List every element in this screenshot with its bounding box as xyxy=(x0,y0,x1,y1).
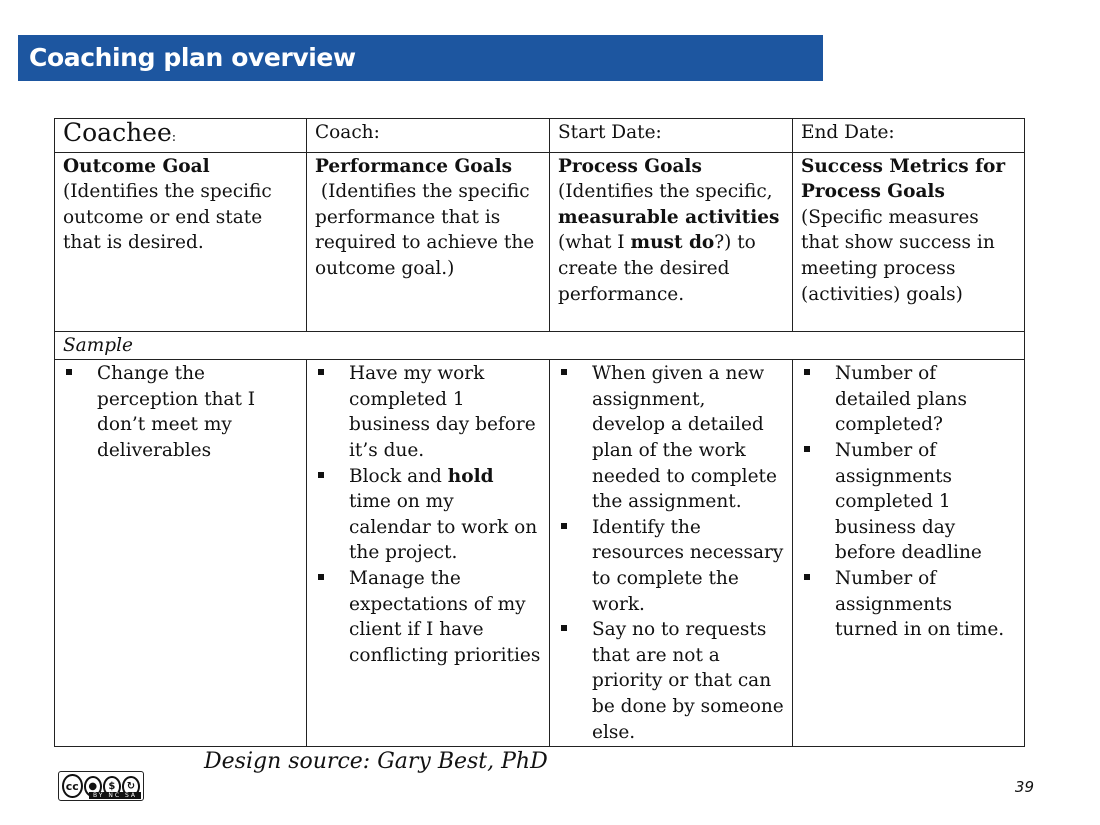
list-item: Number of detailed plans completed? xyxy=(801,361,1016,438)
sample-process-cell xyxy=(550,360,793,747)
end-date-cell: End Date: xyxy=(793,119,1025,153)
sample-label-row xyxy=(55,331,1025,360)
item-text: Block and xyxy=(349,465,448,487)
desc-part-bold: measurable activities xyxy=(558,206,780,228)
cc-icon: cc xyxy=(62,774,83,798)
item-text: Have my work completed 1 business day before it’s due. xyxy=(349,363,536,461)
desc-part: (what I xyxy=(558,232,631,254)
header-row xyxy=(55,119,1025,153)
coachee-cell xyxy=(55,119,307,153)
goal-description-row xyxy=(55,152,1025,331)
desc-part: (Identifies the specific, xyxy=(558,181,773,203)
list-item: Number of assignments completed 1 business day before deadline xyxy=(801,438,1016,566)
performance-goals-description: (Identifies the specific performance that is required to achieve the outcome goal.) xyxy=(315,181,541,279)
list-item: Change the perception that I don’t meet my deliverables xyxy=(63,361,298,463)
list-item xyxy=(315,566,541,668)
sa-share-icon: ↻ xyxy=(122,776,140,797)
outcome-goal-cell xyxy=(55,152,307,331)
coachee-colon: : xyxy=(171,130,177,145)
success-metrics-description: (Specific measures that show success in meeting process (activities) goals) xyxy=(801,206,995,305)
success-metrics-cell xyxy=(793,152,1025,331)
design-source: Design source: Gary Best, PhD xyxy=(204,749,548,774)
coach-cell: Coach: xyxy=(307,119,550,153)
list-item: When given a new assignment, develop a detailed plan of the work needed to complete the assignment. xyxy=(558,361,784,515)
performance-goals-heading: Performance Goals xyxy=(315,155,513,177)
sample-metrics-cell xyxy=(793,360,1025,747)
performance-goals-cell xyxy=(307,152,550,331)
desc-part: ?) to create the desired performance. xyxy=(558,232,756,305)
list-item: Identify the resources necessary to complete the work. xyxy=(558,515,784,617)
sample-row xyxy=(55,360,1025,747)
outcome-goal-description: (Identifies the specific outcome or end state that is desired. xyxy=(63,181,272,254)
start-date-cell: Start Date: xyxy=(550,119,793,153)
sample-performance-cell xyxy=(307,360,550,747)
outcome-goal-heading: Outcome Goal xyxy=(63,155,210,177)
process-goals-cell xyxy=(550,152,793,331)
sample-label: Sample xyxy=(55,331,1025,360)
process-goals-heading: Process Goals xyxy=(558,155,702,177)
license-strip: BY NC SA xyxy=(89,792,141,799)
by-person-icon: ● xyxy=(84,776,102,797)
list-item xyxy=(315,464,541,566)
page-number: 39 xyxy=(1014,778,1034,796)
list-item xyxy=(315,361,541,463)
item-text-bold: hold xyxy=(447,465,494,487)
list-item: Say no to requests that are not a priority or that can be done by someone else. xyxy=(558,617,784,745)
coachee-label: Coachee xyxy=(63,118,172,147)
process-goals-description xyxy=(558,179,784,307)
desc-part-bold: must do xyxy=(630,232,715,254)
coaching-plan-table xyxy=(54,118,1025,747)
slide-title: Coaching plan overview xyxy=(18,35,823,81)
nc-dollar-icon: $ xyxy=(103,776,121,797)
creative-commons-license-icon xyxy=(58,771,144,801)
item-text: Manage the expectations of my client if I have conflicting priorities xyxy=(349,567,541,666)
item-text: time on my calendar to work on the project. xyxy=(349,491,538,564)
list-item: Number of assignments turned in on time. xyxy=(801,566,1016,643)
sample-outcome-cell xyxy=(55,360,307,747)
success-metrics-heading: Success Metrics for Process Goals xyxy=(801,155,1006,203)
